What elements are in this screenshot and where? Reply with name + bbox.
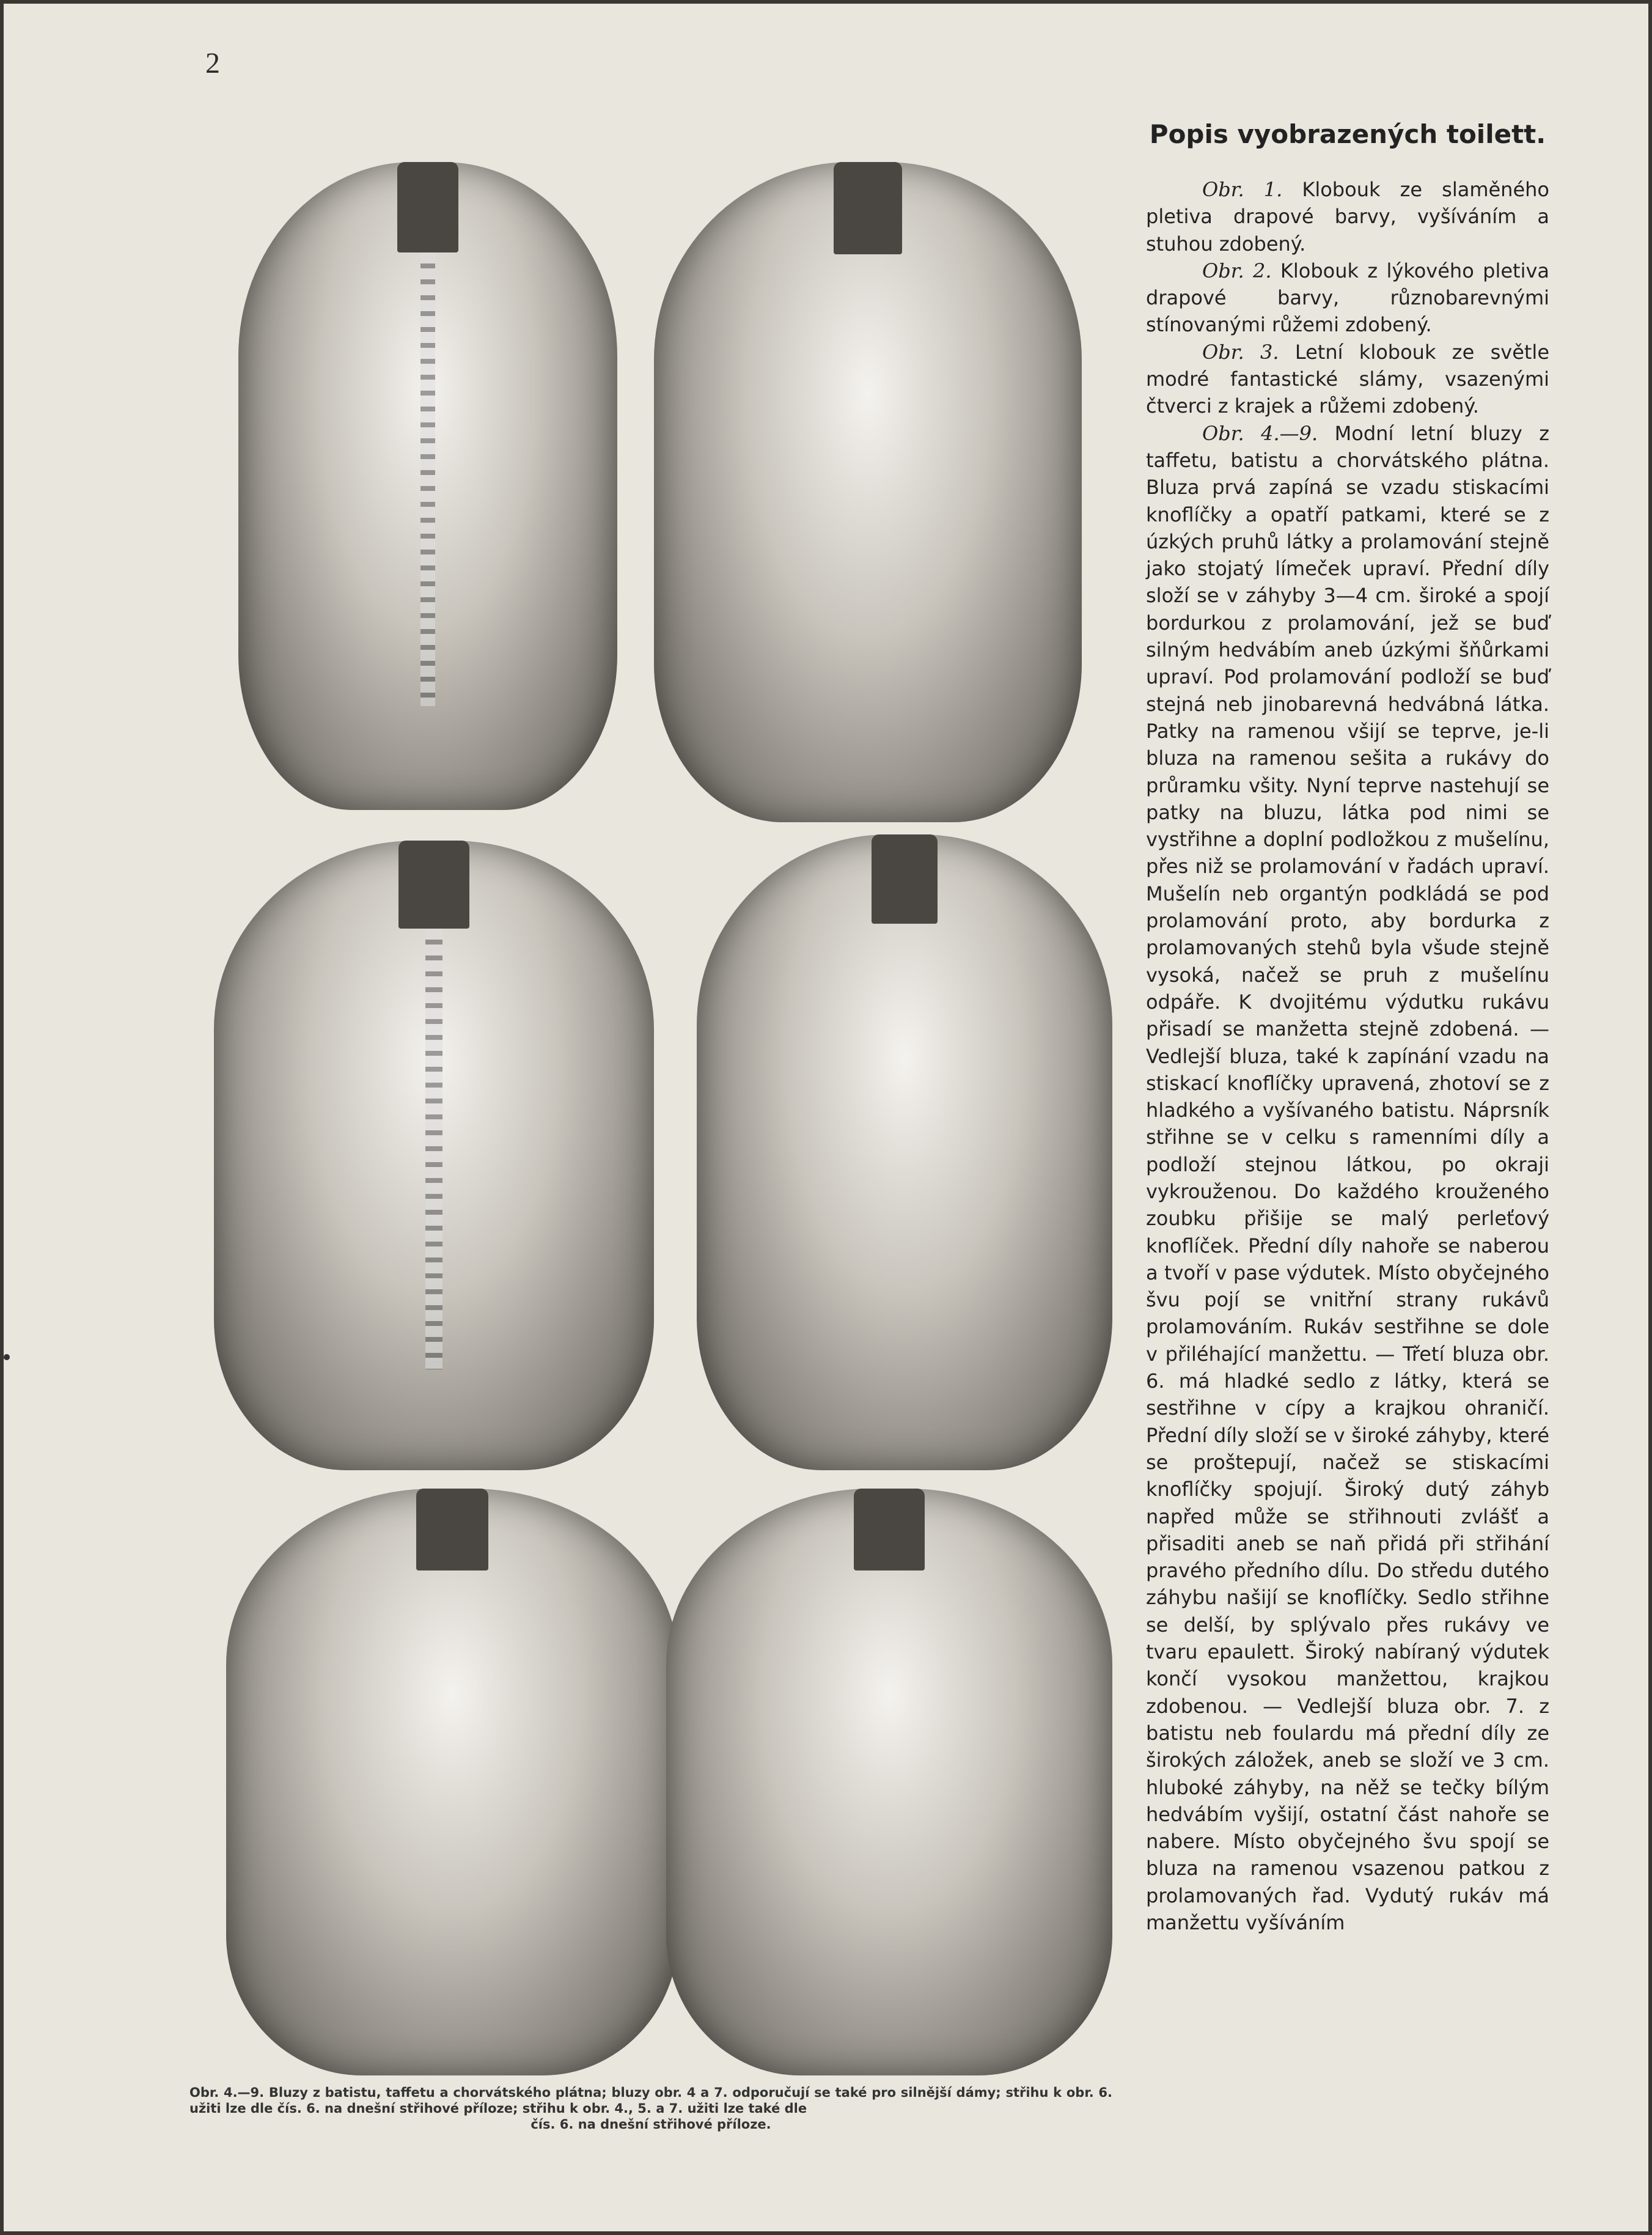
blouse-8-illustration xyxy=(226,1489,678,2075)
figure-caption-line-3: čís. 6. na dnešní střihové příloze. xyxy=(530,2117,771,2132)
figure-reference: Obr. 1. xyxy=(1202,178,1283,201)
figure-reference: Obr. 3. xyxy=(1202,340,1279,364)
placket xyxy=(425,929,443,1369)
collar xyxy=(834,162,902,254)
article xyxy=(1146,119,1549,1936)
blouse-9-illustration xyxy=(666,1489,1112,2075)
collar xyxy=(397,162,458,252)
collar xyxy=(416,1489,488,1570)
paragraph-obr-3 xyxy=(1146,339,1549,420)
figure-caption-line-1: Obr. 4.—9. Bluzy z batistu, taffetu a chorvátského plátna; bluzy obr. 4 a 7. odporučují se také pro silnější xyxy=(189,2085,952,2100)
figure-caption-line-2: dámy; střihu k obr. 6. užiti lze dle čís. 6. na dnešní střihové příloze; střihu k obr. 4., 5. a 7. užiti lze také dle xyxy=(189,2085,1113,2116)
figure-reference: Obr. 2. xyxy=(1202,259,1272,282)
blouse-4-illustration xyxy=(238,162,617,810)
blouse-6-illustration xyxy=(214,841,654,1470)
placket xyxy=(420,252,436,706)
blouse-7-illustration xyxy=(697,834,1112,1470)
collar xyxy=(872,834,938,924)
paragraph-text: Klobouk z lýkového pletiva drapové barvy, různobarevnými stínovanými růžemi zdobený. xyxy=(1146,259,1550,337)
figure-reference: Obr. 4.—9. xyxy=(1202,421,1318,445)
figure-caption xyxy=(189,2085,1112,2132)
article-body xyxy=(1146,176,1549,1936)
collar xyxy=(398,841,469,929)
paragraph-text: Klobouk ze slaměného pletiva drapové barvy, vyšíváním a stuhou zdobený. xyxy=(1146,178,1550,256)
paragraph-obr-1 xyxy=(1146,176,1549,257)
article-title: Popis vyobrazených toilett. xyxy=(1149,119,1546,149)
paragraph-obr-2 xyxy=(1146,257,1549,339)
page-number: 2 xyxy=(205,47,220,79)
collar xyxy=(854,1489,925,1570)
paragraph-text: Letní klobouk ze světle modré fantastické slámy, vsazenými čtverci z krajek a růžemi zdobený. xyxy=(1146,340,1550,418)
blouse-5-illustration xyxy=(654,162,1082,822)
paragraph-text: Modní letní bluzy z taffetu, batistu a chorvátského plátna. Bluza prvá zapíná se vzadu stiskacími knoflíčky a opatří patkami, které se z úzkých pruhů látky a prolamování stejně jako stojatý límeček upraví. Přední díly složí se v záhyby 3—4 cm. široké a spojí bordurkou z prolamování, jež se buď silným hedvábím aneb úzkými šňůrkami upraví. Pod prolamování podloží se buď stejná neb jinobarevná hedvábná látka. Patky na ramenou všijí se teprve, je-li bluza na ramenou sešita a rukávy do průramku všity. Nyní teprve nastehují se patky na bluzu, látka pod nimi se vystřihne a doplní podložkou z mušelínu, přes niž se prolamování v řadách upraví. Mušelín neb organtýn podkládá se pod prolamování proto, aby bordurka z prolamovaných stehů byla všude stejně vysoká, načež se pruh z mušelínu odpáře. K dvojitému výdutku rukávu přisadí se manžetta stejně zdobená. — Vedlejší bluza, také k zapínání vzadu na stiskací knoflíčky upravená, zhotoví se z hladkého a vyšívaného batistu. Náprsník střihne se v celku s ramenními díly a podloží stejnou látkou, po okraji vykrouženou. Do každého krouženého zoubku přišije se malý perleťový knoflíček. Přední díly nahoře se naberou a tvoří v pase výdutek. Místo obyčejného švu pojí se vnitřní strany rukávů prolamováním. Rukáv sestřihne se dole v přiléhající manžettu. — Třetí bluza obr. 6. má hladké sedlo z látky, která se sestřihne v cípy a krajkou ohraničí. Přední díly složí se v široké záhyby, které se proštepují, načež se stiskacími knoflíčky spojují. Široký dutý záhyb napřed může se střihnouti zvlášť a přisaditi aneb se naň přidá při střihání pravého předního dílu. Do středu dutého záhybu našijí se knoflíčky. Sedlo střihne se delší, by splývalo přes rukávy ve tvaru epaulett. Široký nabíraný výdutek končí vysokou manžettou, krajkou zdobenou. — Vedlejší bluza obr. 7. z batistu neb foulardu má přední díly ze širokých záložek, aneb se složí ve 3 cm. hluboké záhyby, na něž se tečky bílým hedvábím vyšijí, ostatní část nahoře se nabere. Místo obyčejného švu spojí se bluza na ramenou vsazenou patkou z prolamovaných řad. Vydutý rukáv má manžettu vyšíváním xyxy=(1146,421,1550,1934)
blouse-illustrations xyxy=(189,138,1118,2075)
paragraph-obr-4-9 xyxy=(1146,420,1549,1937)
margin-dot xyxy=(4,1354,10,1360)
